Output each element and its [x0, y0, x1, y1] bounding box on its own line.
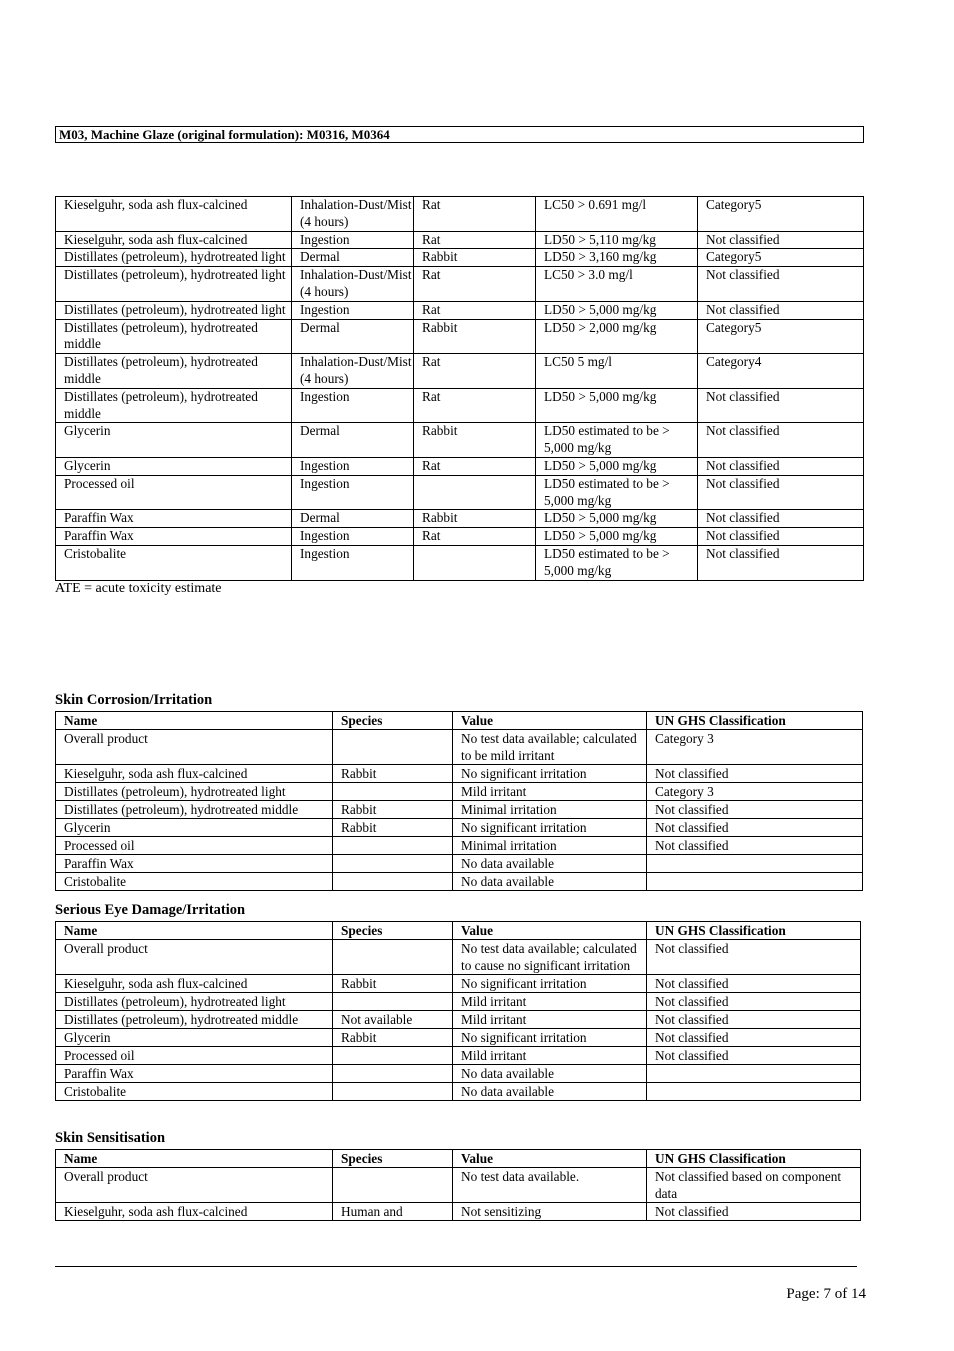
table-cell: Inhalation-Dust/Mist (4 hours)	[292, 354, 414, 389]
table-cell: Inhalation-Dust/Mist (4 hours)	[292, 267, 414, 302]
table-cell: Not classified	[647, 1203, 861, 1221]
table-row	[56, 319, 864, 354]
table-cell: Not classified	[698, 545, 864, 580]
table-row	[56, 388, 864, 423]
table-cell: Mild irritant	[453, 993, 647, 1011]
table-cell: Mild irritant	[453, 1011, 647, 1029]
table-cell: Rabbit	[333, 765, 453, 783]
table-cell: LD50 > 3,160 mg/kg	[536, 249, 698, 267]
table-cell: Processed oil	[56, 1047, 333, 1065]
table-cell: Rat	[414, 354, 536, 389]
table-cell: No significant irritation	[453, 765, 647, 783]
table-cell: Overall product	[56, 730, 333, 765]
table-cell: No significant irritation	[453, 975, 647, 993]
table-cell: Not classified	[698, 457, 864, 475]
table-row	[56, 873, 863, 891]
table-cell: Not classified	[647, 1029, 861, 1047]
table-cell: Distillates (petroleum), hydrotreated light	[56, 301, 292, 319]
table-cell: LD50 > 2,000 mg/kg	[536, 319, 698, 354]
table-cell: Kieselguhr, soda ash flux-calcined	[56, 1203, 333, 1221]
column-header: Value	[453, 922, 647, 940]
eye-irritation-table	[55, 921, 861, 1101]
table-row	[56, 528, 864, 546]
table-cell: Minimal irritation	[453, 801, 647, 819]
table-header-row	[56, 1150, 861, 1168]
table-cell: Paraffin Wax	[56, 1065, 333, 1083]
table-cell: Rat	[414, 267, 536, 302]
table-cell: Dermal	[292, 249, 414, 267]
table-cell: Not classified	[698, 388, 864, 423]
table-cell	[414, 545, 536, 580]
table-cell: No test data available; calculated to be mild irritant	[453, 730, 647, 765]
table-row	[56, 354, 864, 389]
table-cell: Rat	[414, 301, 536, 319]
table-cell: No test data available.	[453, 1168, 647, 1203]
table-cell: Kieselguhr, soda ash flux-calcined	[56, 231, 292, 249]
column-header: Value	[453, 712, 647, 730]
table-cell: Overall product	[56, 1168, 333, 1203]
table-cell: Category4	[698, 354, 864, 389]
table-row	[56, 545, 864, 580]
skin-sensitisation-table	[55, 1149, 861, 1221]
table-cell: Minimal irritation	[453, 837, 647, 855]
table-cell: Rabbit	[414, 249, 536, 267]
table-cell: Rat	[414, 388, 536, 423]
table-cell: Dermal	[292, 319, 414, 354]
table-cell: Rabbit	[414, 510, 536, 528]
page-number: Page: 7 of 14	[786, 1286, 866, 1302]
table-cell: LD50 estimated to be > 5,000 mg/kg	[536, 545, 698, 580]
table-cell: Glycerin	[56, 819, 333, 837]
table-cell	[333, 1168, 453, 1203]
column-header: Value	[453, 1150, 647, 1168]
table-cell	[414, 475, 536, 510]
table-cell: Ingestion	[292, 528, 414, 546]
table-cell: Category 3	[647, 783, 863, 801]
footer-divider	[55, 1266, 857, 1267]
table-header-row	[56, 922, 861, 940]
table-cell	[333, 1047, 453, 1065]
table-cell: Rat	[414, 457, 536, 475]
table-cell: Paraffin Wax	[56, 510, 292, 528]
table-row	[56, 783, 863, 801]
column-header: UN GHS Classification	[647, 712, 863, 730]
table-row	[56, 975, 861, 993]
table-cell: No data available	[453, 873, 647, 891]
table-header-row	[56, 712, 863, 730]
table-cell: Ingestion	[292, 475, 414, 510]
table-cell: Kieselguhr, soda ash flux-calcined	[56, 765, 333, 783]
table-row	[56, 457, 864, 475]
column-header: Name	[56, 1150, 333, 1168]
skin-section-title: Skin Corrosion/Irritation	[55, 692, 213, 708]
column-header: Name	[56, 712, 333, 730]
table-row	[56, 855, 863, 873]
table-row	[56, 475, 864, 510]
table-cell: Mild irritant	[453, 1047, 647, 1065]
table-cell: No data available	[453, 1065, 647, 1083]
table-row	[56, 940, 861, 975]
table-row	[56, 1029, 861, 1047]
table-row	[56, 249, 864, 267]
table-cell	[333, 730, 453, 765]
column-header: UN GHS Classification	[647, 1150, 861, 1168]
table-row	[56, 197, 864, 232]
table-cell: Rat	[414, 528, 536, 546]
table-cell: LD50 > 5,000 mg/kg	[536, 388, 698, 423]
table-cell: Rabbit	[333, 819, 453, 837]
table-cell	[647, 1083, 861, 1101]
table-cell	[333, 993, 453, 1011]
table-cell	[333, 1065, 453, 1083]
table-cell: Distillates (petroleum), hydrotreated middle	[56, 801, 333, 819]
table-cell: Not classified	[647, 940, 861, 975]
table-row	[56, 1011, 861, 1029]
table-cell: Processed oil	[56, 837, 333, 855]
table-cell: Not classified	[647, 801, 863, 819]
table-cell: Dermal	[292, 423, 414, 458]
table-row	[56, 819, 863, 837]
table-cell: Rabbit	[333, 801, 453, 819]
table-cell: Not classified	[698, 510, 864, 528]
acute-toxicity-table	[55, 196, 864, 581]
table-cell: Not classified	[647, 975, 861, 993]
table-row	[56, 1047, 861, 1065]
table-cell: No data available	[453, 1083, 647, 1101]
table-cell: Kieselguhr, soda ash flux-calcined	[56, 975, 333, 993]
column-header: Species	[333, 712, 453, 730]
table-cell: Cristobalite	[56, 1083, 333, 1101]
table-cell: Not classified	[647, 765, 863, 783]
table-cell: Paraffin Wax	[56, 528, 292, 546]
document-header: M03, Machine Glaze (original formulation): M0316, M0364	[55, 126, 864, 143]
table-row	[56, 267, 864, 302]
table-cell: No significant irritation	[453, 819, 647, 837]
table-cell: Category 3	[647, 730, 863, 765]
table-row	[56, 510, 864, 528]
table-cell: Category5	[698, 319, 864, 354]
table-cell: Rat	[414, 231, 536, 249]
table-row	[56, 730, 863, 765]
table-cell: Not classified	[698, 267, 864, 302]
table-cell: Inhalation-Dust/Mist (4 hours)	[292, 197, 414, 232]
table-cell: Category5	[698, 249, 864, 267]
table-cell: Rabbit	[333, 975, 453, 993]
table-cell: Processed oil	[56, 475, 292, 510]
table-cell	[333, 873, 453, 891]
table-cell: Rabbit	[333, 1029, 453, 1047]
table-cell: Rabbit	[414, 423, 536, 458]
table-row	[56, 1083, 861, 1101]
table-cell: LD50 > 5,110 mg/kg	[536, 231, 698, 249]
table-cell: No data available	[453, 855, 647, 873]
table-cell: Not available	[333, 1011, 453, 1029]
table-cell	[647, 855, 863, 873]
column-header: Species	[333, 922, 453, 940]
table-cell: Glycerin	[56, 1029, 333, 1047]
table-cell: Ingestion	[292, 388, 414, 423]
table-row	[56, 423, 864, 458]
table-cell: Not classified	[647, 1047, 861, 1065]
table-cell: LD50 estimated to be > 5,000 mg/kg	[536, 423, 698, 458]
table-cell: Not classified	[698, 423, 864, 458]
table-cell: Ingestion	[292, 457, 414, 475]
table-cell: No significant irritation	[453, 1029, 647, 1047]
table-row	[56, 801, 863, 819]
table-row	[56, 301, 864, 319]
table-row	[56, 231, 864, 249]
table-cell: Cristobalite	[56, 545, 292, 580]
table-cell: Distillates (petroleum), hydrotreated light	[56, 783, 333, 801]
table-cell: Not classified	[647, 993, 861, 1011]
table-cell: Category5	[698, 197, 864, 232]
table-cell	[647, 873, 863, 891]
table-cell: LC50 > 0.691 mg/l	[536, 197, 698, 232]
table-cell: Dermal	[292, 510, 414, 528]
table-cell	[333, 940, 453, 975]
table-cell: Distillates (petroleum), hydrotreated middle	[56, 354, 292, 389]
column-header: Species	[333, 1150, 453, 1168]
table-cell	[333, 1083, 453, 1101]
table-cell: LD50 > 5,000 mg/kg	[536, 510, 698, 528]
table-cell: Ingestion	[292, 545, 414, 580]
table-row	[56, 1065, 861, 1083]
table-cell: Distillates (petroleum), hydrotreated light	[56, 249, 292, 267]
table-cell: Human and	[333, 1203, 453, 1221]
table-cell: LD50 estimated to be > 5,000 mg/kg	[536, 475, 698, 510]
table-cell	[647, 1065, 861, 1083]
table-cell: Cristobalite	[56, 873, 333, 891]
table-cell: Paraffin Wax	[56, 855, 333, 873]
table-cell: Ingestion	[292, 231, 414, 249]
table-cell: Glycerin	[56, 423, 292, 458]
table-cell: Kieselguhr, soda ash flux-calcined	[56, 197, 292, 232]
table-cell: Rat	[414, 197, 536, 232]
table-cell	[333, 837, 453, 855]
table-row	[56, 765, 863, 783]
column-header: Name	[56, 922, 333, 940]
table-row	[56, 1168, 861, 1203]
table-cell: Not classified	[698, 231, 864, 249]
table-cell: Glycerin	[56, 457, 292, 475]
table-cell: Not classified based on component data	[647, 1168, 861, 1203]
table-cell: Not classified	[698, 475, 864, 510]
table-row	[56, 837, 863, 855]
eye-section-title: Serious Eye Damage/Irritation	[55, 902, 246, 918]
table-cell: Distillates (petroleum), hydrotreated middle	[56, 1011, 333, 1029]
table-cell: Distillates (petroleum), hydrotreated light	[56, 267, 292, 302]
table-cell: LD50 > 5,000 mg/kg	[536, 528, 698, 546]
table-cell: Distillates (petroleum), hydrotreated middle	[56, 388, 292, 423]
table-cell: Not classified	[698, 528, 864, 546]
table-cell: Not classified	[647, 1011, 861, 1029]
table-cell: Ingestion	[292, 301, 414, 319]
table-cell: Not classified	[647, 837, 863, 855]
column-header: UN GHS Classification	[647, 922, 861, 940]
table-cell: Not sensitizing	[453, 1203, 647, 1221]
table-cell: Overall product	[56, 940, 333, 975]
table-row	[56, 993, 861, 1011]
ate-note: ATE = acute toxicity estimate	[55, 581, 222, 596]
table-cell	[333, 855, 453, 873]
table-cell: Not classified	[698, 301, 864, 319]
skin-irritation-table	[55, 711, 863, 891]
table-cell: Not classified	[647, 819, 863, 837]
table-cell: Rabbit	[414, 319, 536, 354]
table-cell: LC50 5 mg/l	[536, 354, 698, 389]
sensitisation-section-title: Skin Sensitisation	[55, 1130, 166, 1146]
table-cell: LD50 > 5,000 mg/kg	[536, 457, 698, 475]
table-cell: Distillates (petroleum), hydrotreated light	[56, 993, 333, 1011]
table-cell	[333, 783, 453, 801]
table-cell: Distillates (petroleum), hydrotreated middle	[56, 319, 292, 354]
table-cell: LD50 > 5,000 mg/kg	[536, 301, 698, 319]
table-cell: Mild irritant	[453, 783, 647, 801]
table-cell: LC50 > 3.0 mg/l	[536, 267, 698, 302]
table-row	[56, 1203, 861, 1221]
table-cell: No test data available; calculated to cause no significant irritation	[453, 940, 647, 975]
